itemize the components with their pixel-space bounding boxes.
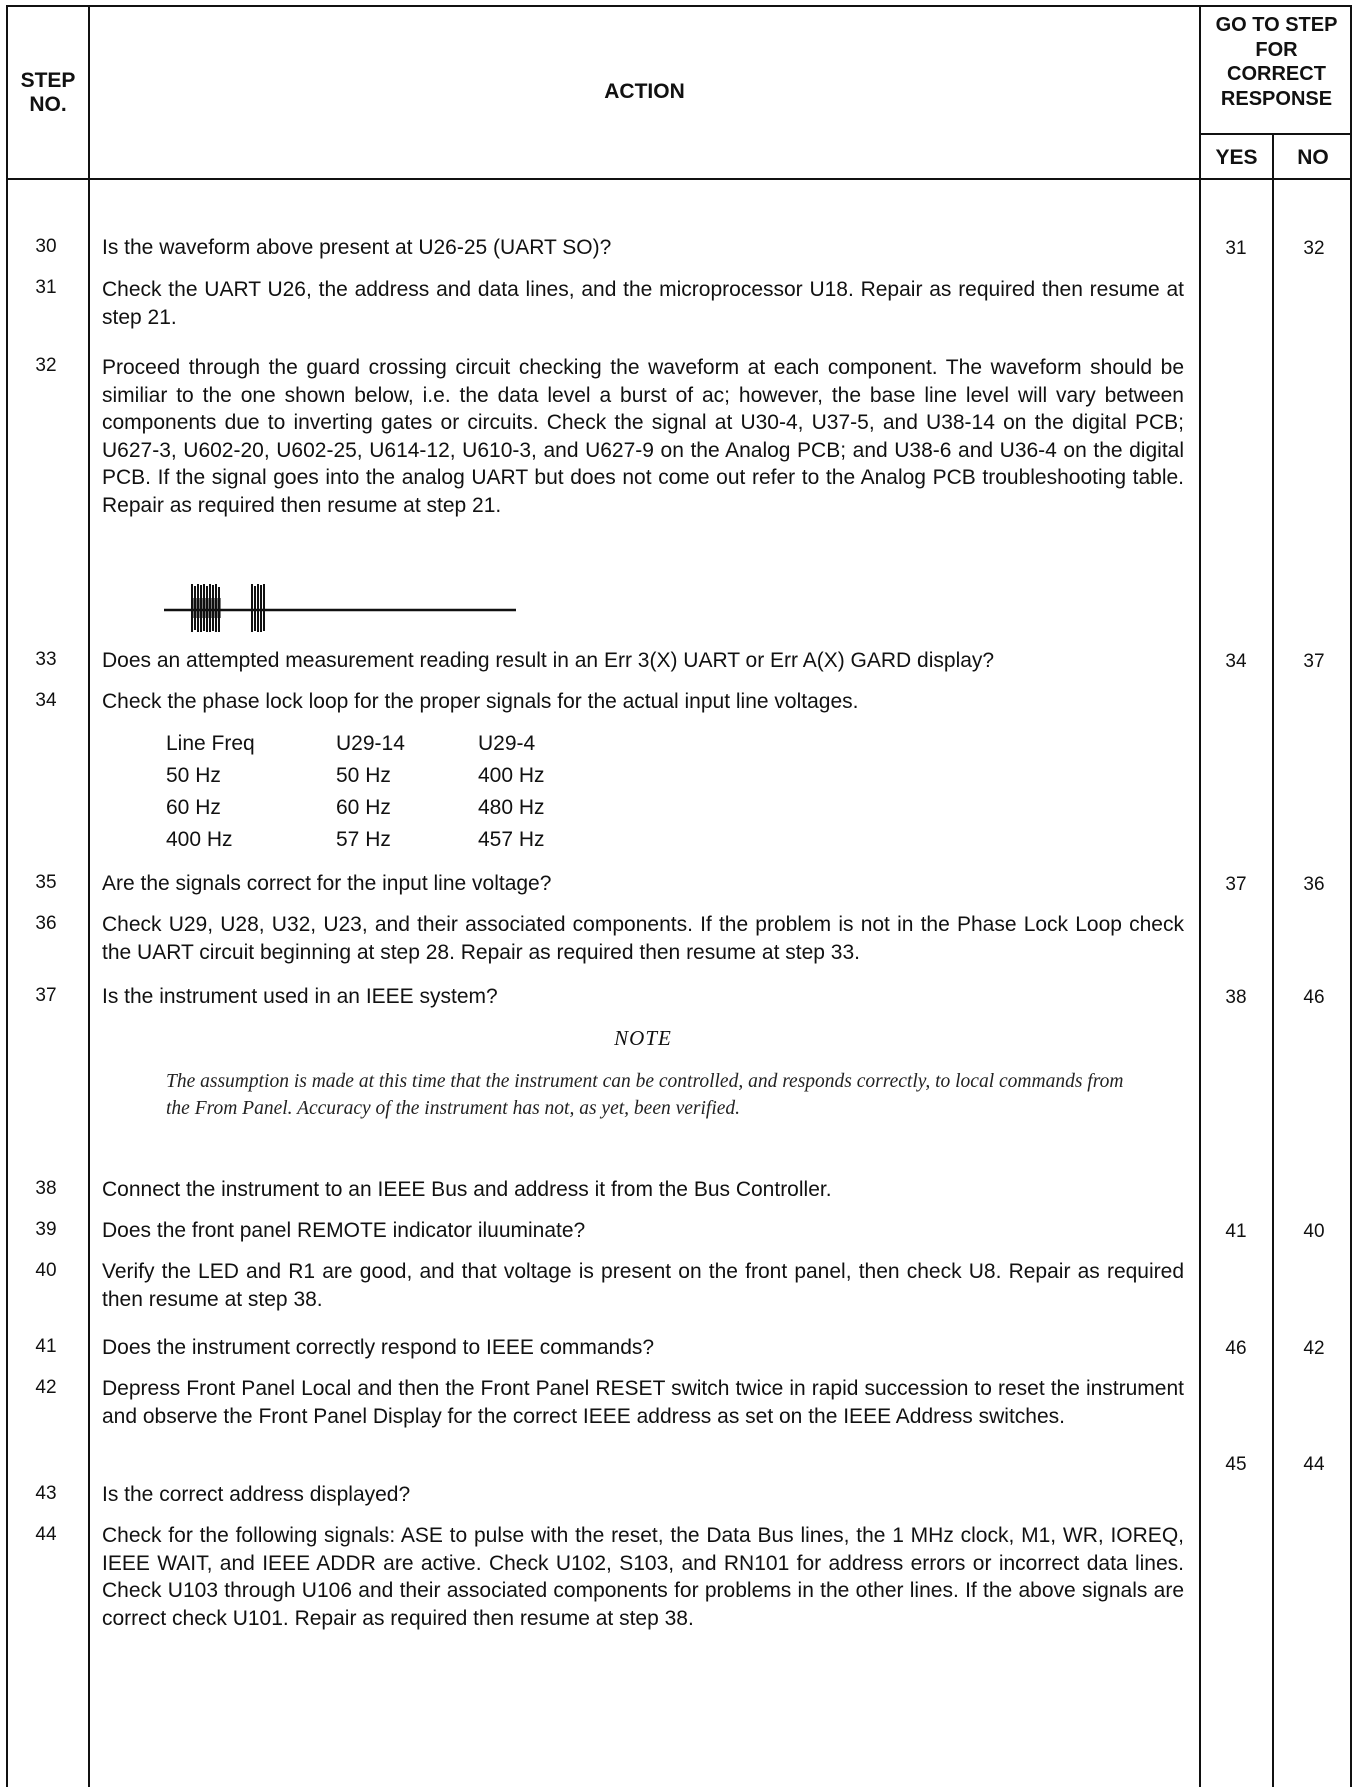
yes-step: 38 xyxy=(1225,987,1247,1008)
table-row xyxy=(166,828,545,860)
no-step: 46 xyxy=(1303,987,1325,1008)
action-text: Check U29, U28, U32, U23, and their associated components. If the problem is not in the Phase Lock Loop check the UART circuit beginning at step 28. Repair as required then resume at step 33. xyxy=(102,913,1184,964)
step-number: 36 xyxy=(35,913,57,934)
step-number: 35 xyxy=(35,872,57,893)
action-text: Connect the instrument to an IEEE Bus and address it from the Bus Controller. xyxy=(102,1178,832,1201)
table-row xyxy=(166,732,545,764)
table-cell: 457 Hz xyxy=(478,828,545,851)
step-number: 44 xyxy=(35,1524,57,1545)
table-cell: 400 Hz xyxy=(478,764,545,787)
header-no: NO xyxy=(1297,146,1329,169)
no-step: 36 xyxy=(1303,874,1325,895)
action-text: Does the front panel REMOTE indicator iluuminate? xyxy=(102,1219,586,1242)
step-number: 39 xyxy=(35,1219,57,1240)
table-cell: 60 Hz xyxy=(166,796,221,819)
table-header-cell: U29-4 xyxy=(478,732,536,755)
step-number: 33 xyxy=(35,649,57,670)
step-number: 43 xyxy=(35,1483,57,1504)
yes-step: 45 xyxy=(1225,1454,1247,1475)
step-number: 31 xyxy=(35,277,57,298)
step-number: 30 xyxy=(35,236,57,257)
action-text: Check the phase lock loop for the proper signals for the actual input line voltages. xyxy=(102,690,859,713)
yes-step: 41 xyxy=(1225,1221,1247,1242)
action-column-divider xyxy=(1199,5,1201,1787)
table-header-cell: U29-14 xyxy=(336,732,405,755)
no-step: 37 xyxy=(1303,651,1325,672)
no-step: 42 xyxy=(1303,1338,1325,1359)
header-bottom-rule xyxy=(6,178,1352,180)
table-cell: 50 Hz xyxy=(166,764,221,787)
step-number: 41 xyxy=(35,1336,57,1357)
step-number: 37 xyxy=(35,985,57,1006)
step-number: 38 xyxy=(35,1178,57,1199)
yes-step: 34 xyxy=(1225,651,1247,672)
goto-subheader-rule xyxy=(1199,133,1352,135)
burst-waveform-figure xyxy=(160,580,520,636)
action-text: Check for the following signals: ASE to pulse with the reset, the Data Bus lines, the 1 MHz clock, M1, WR, IOREQ, IEEE WAIT, and IEEE ADDR are active. Check U102, S103, and RN101 for address errors or incorrect data lines. Check U103 through U106 and their associated components for problems in the other lines. If the above signals are correct check U101. Repair as required then resume at step 38. xyxy=(102,1524,1184,1630)
action-text: Does an attempted measurement reading result in an Err 3(X) UART or Err A(X) GARD display? xyxy=(102,649,995,672)
action-text: Does the instrument correctly respond to IEEE commands? xyxy=(102,1336,655,1359)
action-text: Verify the LED and R1 are good, and that voltage is present on the front panel, then check U8. Repair as required then resume at step 38. xyxy=(102,1260,1184,1311)
no-step: 40 xyxy=(1303,1221,1325,1242)
ac-burst-2 xyxy=(252,584,264,632)
header-goto-step: GO TO STEP FOR CORRECT RESPONSE xyxy=(1215,14,1338,110)
no-step: 44 xyxy=(1303,1454,1325,1475)
table-cell: 480 Hz xyxy=(478,796,545,819)
table-cell: 50 Hz xyxy=(336,764,391,787)
table-cell: 400 Hz xyxy=(166,828,233,851)
step-number: 40 xyxy=(35,1260,57,1281)
action-text: Proceed through the guard crossing circuit checking the waveform at each component. The waveform should be similiar to the one shown below, i.e. the data level a burst of ac; however, the base line level will vary between components due to inverting gates or circuits. Check the signal at U30-4, U37-5, and U38-14 on the digital PCB; U627-3, U602-20, U602-25, U614-12, U610-3, and U627-9 on the Analog PCB; and U38-6 and U36-4 on the digital PCB. If the signal goes into the analog UART but does not come out refer to the Analog PCB troubleshooting table. Repair as required then resume at step 21. xyxy=(102,356,1184,517)
action-text: Depress Front Panel Local and then the Front Panel RESET switch twice in rapid succession to reset the instrument and observe the Front Panel Display for the correct IEEE address as set on the IEEE Address switches. xyxy=(102,1377,1184,1428)
no-step: 32 xyxy=(1303,238,1325,259)
yes-step: 31 xyxy=(1225,238,1247,259)
table-header-cell: Line Freq xyxy=(166,732,255,755)
line-frequency-table xyxy=(166,732,545,860)
yes-no-divider xyxy=(1272,133,1274,1787)
action-text: Is the correct address displayed? xyxy=(102,1483,411,1506)
action-text: Check the UART U26, the address and data lines, and the microprocessor U18. Repair as required then resume at step 21. xyxy=(102,278,1184,329)
table-row xyxy=(166,796,545,828)
header-yes: YES xyxy=(1215,146,1258,169)
action-text: Is the waveform above present at U26-25 (UART SO)? xyxy=(102,236,612,259)
table-cell: 57 Hz xyxy=(336,828,391,851)
action-text: Are the signals correct for the input line voltage? xyxy=(102,872,552,895)
step-number: 32 xyxy=(35,355,57,376)
step-column-divider xyxy=(88,5,90,1787)
header-action: ACTION xyxy=(604,80,685,103)
step-number: 42 xyxy=(35,1377,57,1398)
table-row xyxy=(166,764,545,796)
table-cell: 60 Hz xyxy=(336,796,391,819)
note-title: NOTE xyxy=(614,1026,672,1050)
yes-step: 37 xyxy=(1225,874,1247,895)
note-body: The assumption is made at this time that the instrument can be controlled, and responds correctly, to local commands from the From Panel. Accuracy of the instrument has not, as yet, been verified. xyxy=(166,1071,1124,1119)
header-step-no: STEP NO. xyxy=(20,69,76,116)
step-number: 34 xyxy=(35,690,57,711)
action-text: Is the instrument used in an IEEE system? xyxy=(102,985,498,1008)
yes-step: 46 xyxy=(1225,1338,1247,1359)
